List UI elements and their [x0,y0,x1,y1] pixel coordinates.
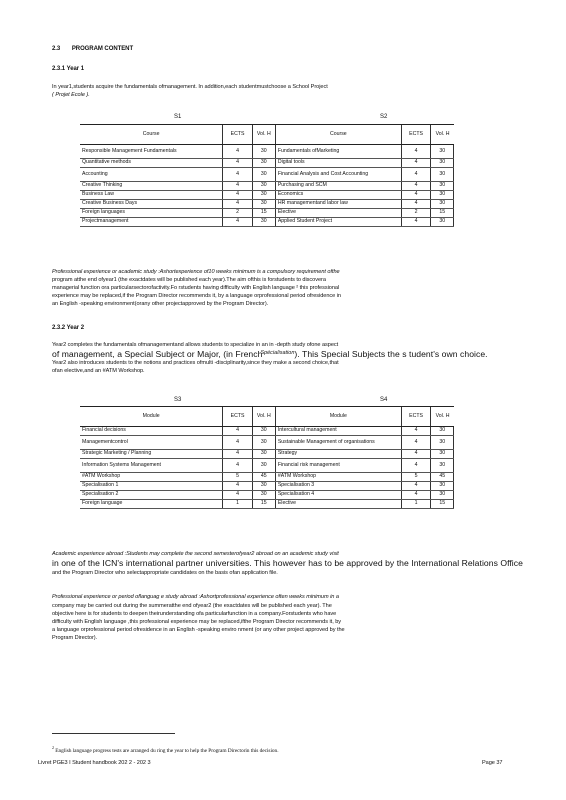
abroad-line: Academic experience abroad :Students may complete the second semesterofyear2 abroad on an academic study visit [52,551,339,557]
ects-value: 4 [223,482,252,491]
volume-hours: 30 [252,200,275,209]
vol-header: Vol. H [431,125,454,145]
volume-hours: 30 [252,427,275,436]
volume-hours: 30 [431,159,454,168]
table-row [80,427,498,436]
course-name: Foreign language [80,500,223,509]
course-name: Specialisation 1 [80,482,223,491]
course-name: Financial Analysis and Cost Accounting [275,168,401,182]
course-name: Creative Business Days [80,200,223,209]
course-name: Economics [275,191,401,200]
ects-value: 4 [223,191,252,200]
course-name: Information Systems Management [80,459,223,473]
table-row [80,145,498,159]
vol-header: Vol. H [431,407,454,427]
volume-hours: 30 [252,459,275,473]
ects-value: 4 [223,200,252,209]
semester-label-s2: S2 [380,114,388,120]
vol-header: Vol. H [252,125,275,145]
volume-hours: 30 [252,168,275,182]
year2-major-text: of management, a Special Subject or Major, (in French [52,349,263,359]
course-name: Managementcontrol [80,436,223,450]
volume-hours: 30 [252,159,275,168]
ects-value: 4 [401,491,430,500]
ects-value: 4 [223,182,252,191]
volume-hours: 30 [431,182,454,191]
ects-value: 4 [223,168,252,182]
ects-value: 4 [401,450,430,459]
language-study-line: Professional experience or period oflanguag e study abroad :Ashortprofessional experience often weeks minimum in a [52,594,339,600]
volume-hours: 30 [252,191,275,200]
year2-heading: 2.3.2 Year 2 [52,325,84,331]
ects-value: 4 [401,218,430,227]
ects-value: 4 [223,159,252,168]
language-study-line: objective here is for students to deepen theirunderstanding ofa particularfunction in a company.Forstudents who have [52,611,337,617]
volume-hours: 30 [431,491,454,500]
table-row [80,436,498,450]
volume-hours: 30 [252,218,275,227]
ects-value: 1 [401,500,430,509]
volume-hours: 15 [252,500,275,509]
volume-hours: 30 [431,427,454,436]
year1-heading: 2.3.1 Year 1 [52,66,84,72]
volume-hours: 15 [431,500,454,509]
course-name: #ATM Workshop [80,473,223,482]
course-name: Elective [275,209,401,218]
language-study-line: a language orprofessional period ofresidence in an English -speaking enviro nment (or any other project approved by the [52,627,345,633]
ects-header: ECTS [223,125,252,145]
volume-hours: 30 [431,145,454,159]
volume-hours: 45 [252,473,275,482]
year1-note-line: managerial function ora particularsectorofactivity.Fo rstudents having difficulty with English language ² this professional [52,285,340,291]
year2-paragraph-line: Year2 completes the fundamentals ofmanagementand allows students to specialize in an in -depth study ofone aspect [52,342,339,348]
table-row [80,482,498,491]
course-header: Course [275,125,401,145]
course-name: Projectmanagement [80,218,223,227]
course-name: Elective [275,500,401,509]
volume-hours: 30 [431,482,454,491]
ects-value: 4 [223,436,252,450]
volume-hours: 30 [252,482,275,491]
course-name: Fundamentals ofMarketing [275,145,401,159]
course-name: Foreign languages [80,209,223,218]
abroad-line: and the Program Director who selectappropriate candidates on the basis ofan application file. [52,570,278,576]
table-row [80,473,498,482]
language-study-line: Program Director). [52,635,98,641]
course-name: HR managementand labor law [275,200,401,209]
footnote [52,744,279,755]
volume-hours: 30 [431,168,454,182]
table-row [80,200,498,209]
volume-hours: 15 [431,209,454,218]
course-name: Purchasing and SCM [275,182,401,191]
course-name: Digital tools [275,159,401,168]
table-row [80,182,498,191]
ects-value: 4 [401,168,430,182]
year1-note-line: experience may be replaced,if the Program Director recommends it, by a language orprofessional period ofresidence in [52,293,341,299]
year2-paragraph-line [52,351,488,360]
course-name: Intercultural management [275,427,401,436]
section-heading [52,46,133,53]
ects-value: 4 [401,191,430,200]
volume-hours: 45 [431,473,454,482]
volume-hours: 15 [252,209,275,218]
course-name: Specialisation 2 [80,491,223,500]
ects-value: 4 [223,459,252,473]
course-name: Responsible Management Fundamentals [80,145,223,159]
vol-header: Vol. H [252,407,275,427]
ects-value: 2 [401,209,430,218]
ects-value: 4 [401,427,430,436]
year2-module-table [80,406,498,509]
ects-header: ECTS [401,125,430,145]
table-row [80,209,498,218]
ects-value: 4 [401,145,430,159]
volume-hours: 30 [252,145,275,159]
section-title: PROGRAM CONTENT [71,46,134,52]
table-row [80,450,498,459]
ects-value: 5 [223,473,252,482]
table-row [80,459,498,473]
ects-value: 4 [401,182,430,191]
module-header: Module [275,407,401,427]
year2-paragraph-line: Year2 also introduces students to the notions and practices ofmulti -disciplinarity,since they make a second choice,that [52,360,339,366]
semester-label-s4: S4 [380,397,388,403]
year1-note-line: program atthe end ofyear1 (the exactdates will be published each year).The aim ofthis is forstudents to discovera [52,277,326,283]
footer-page-number: Page 37 [482,760,503,766]
course-name: Applied Student Project [275,218,401,227]
table-row [80,218,498,227]
footnote-mark: 2 [52,745,54,750]
ects-value: 4 [401,482,430,491]
ects-value: 4 [401,159,430,168]
volume-hours: 30 [252,182,275,191]
ects-value: 5 [401,473,430,482]
course-name: Specialisation 3 [275,482,401,491]
course-name: Creative Thinking [80,182,223,191]
ects-value: 2 [223,209,252,218]
ects-value: 4 [223,450,252,459]
volume-hours: 30 [252,436,275,450]
course-name: Strategy [275,450,401,459]
volume-hours: 30 [431,191,454,200]
ects-value: 4 [401,200,430,209]
table-row [80,168,498,182]
course-name: Business Law [80,191,223,200]
course-name: Quantitative methods [80,159,223,168]
footnote-text: English language progress tests are arranged du ring the year to help the Program Directorin this decision. [55,747,279,754]
volume-hours: 30 [431,218,454,227]
language-study-line: company may be carried out during the summeratthe end ofyear2 (the exactdates will be published each year). The [52,603,332,609]
ects-value: 4 [401,459,430,473]
table-row [80,491,498,500]
module-header: Module [80,407,223,427]
year1-course-table [80,124,498,227]
semester-label-s1: S1 [174,114,182,120]
footer-handbook: Livret PGE3 I Student handbook 202 2 - 202 3 [38,760,151,766]
language-study-line: difficulty with English language ,this professional experience may be replaced,ifthe Program Director recommends it, by [52,619,342,625]
year2-major-text-end: ). This Special Subjects the s tudent's own choice. [294,349,488,359]
table-row [80,500,498,509]
course-name: Sustainable Management of organisations [275,436,401,450]
volume-hours: 30 [252,491,275,500]
volume-hours: 30 [252,450,275,459]
course-name: Accounting [80,168,223,182]
year2-paragraph-line: ofan elective,and an #ATM Workshop. [52,368,145,374]
year1-intro-line: ( Projet Ecole ). [52,92,90,98]
course-name: Financial decisions [80,427,223,436]
ects-value: 4 [223,218,252,227]
abroad-line-emphasis: in one of the ICN's international partner universities. This however has to be approved by the International Relations Office [52,558,523,568]
section-number: 2.3 [52,46,61,52]
volume-hours: 30 [431,436,454,450]
ects-value: 4 [223,491,252,500]
ects-value: 4 [223,145,252,159]
specialisation-term: Spécialisation [260,350,295,356]
semester-label-s3: S3 [174,397,182,403]
table-row [80,159,498,168]
volume-hours: 30 [431,459,454,473]
volume-hours: 30 [431,450,454,459]
year1-intro-line: In year1,students acquire the fundamentals ofmanagement. In addition,each studentmustchoose a School Project [52,84,328,90]
course-name: Financial risk management [275,459,401,473]
ects-header: ECTS [401,407,430,427]
year1-note-line: Professional experience or academic study :Ashortexperience of10 weeks minimum is a compulsory requirement ofthe [52,269,340,275]
ects-value: 1 [223,500,252,509]
course-name: Strategic Marketing / Planning [80,450,223,459]
ects-header: ECTS [223,407,252,427]
footnote-divider [52,733,175,734]
ects-value: 4 [401,436,430,450]
volume-hours: 30 [431,200,454,209]
year1-note-line: an English -speaking environment(orany other projectapproved by the Program Director). [52,301,269,307]
course-header: Course [80,125,223,145]
table-row [80,191,498,200]
course-name: Specialisation 4 [275,491,401,500]
ects-value: 4 [223,427,252,436]
course-name: #ATM Workshop [275,473,401,482]
